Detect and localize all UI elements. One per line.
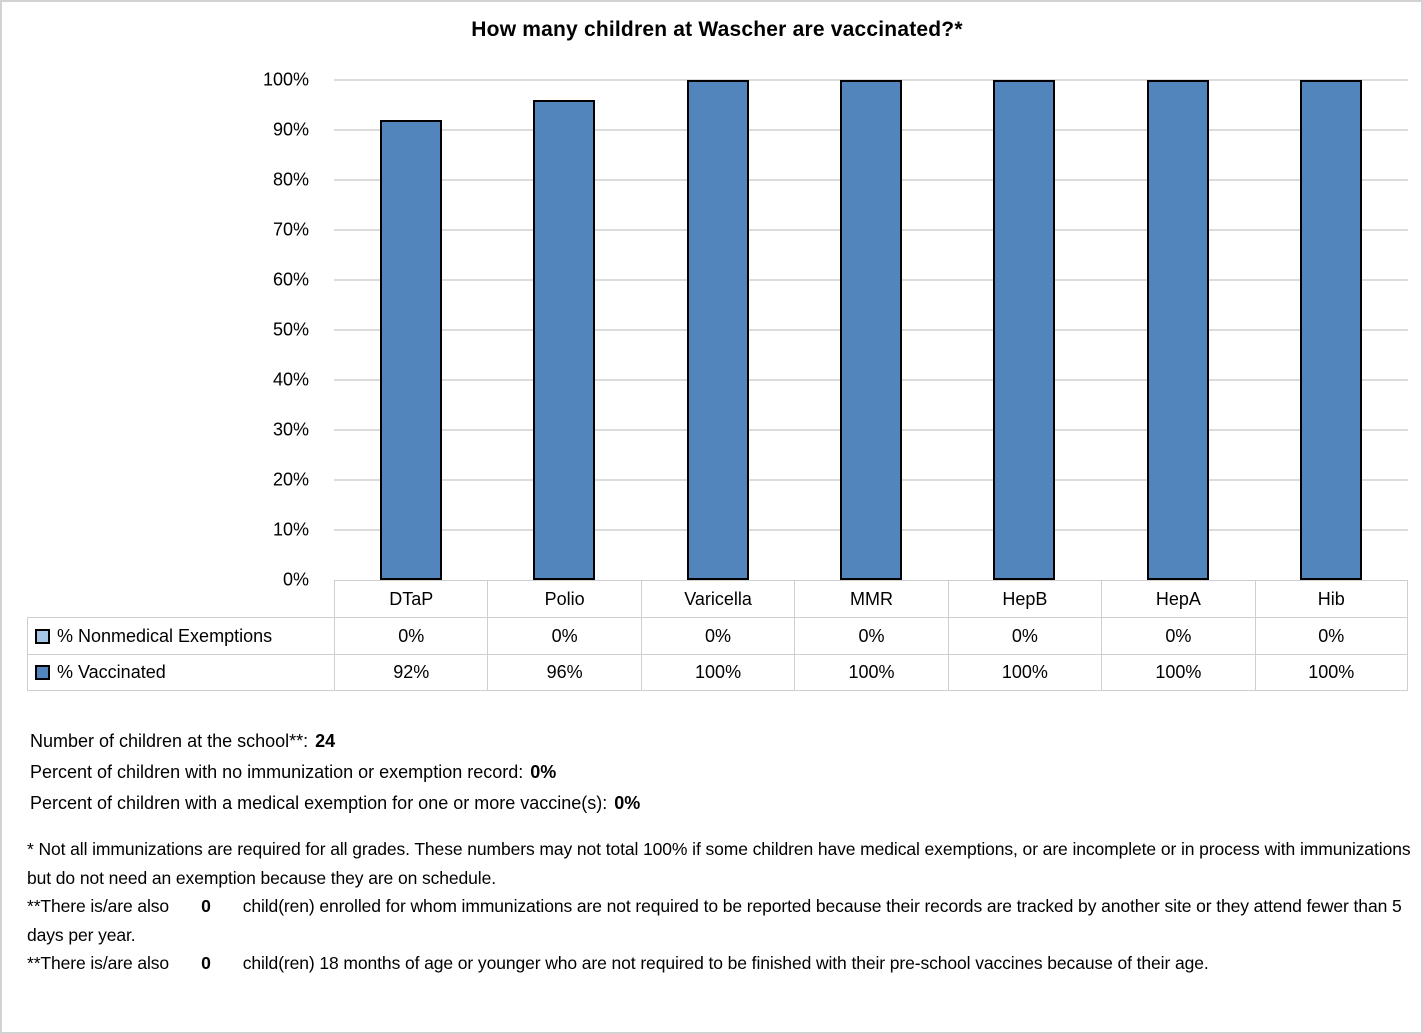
footnote-grades: * Not all immunizations are required for all grades. These numbers may not total 100% if some children have medical exemptions, or are incomplete or in process with immunizations but do not need an exemption because they are on schedule. (27, 839, 1411, 888)
footnote-text: **There is/are also (27, 896, 170, 916)
table-value-cell: 96% (487, 654, 640, 691)
summary-line-medical-exemption (30, 788, 640, 819)
y-tick-label: 0% (282, 569, 309, 590)
y-tick-label: 40% (272, 369, 309, 390)
footnote-text: **There is/are also (27, 953, 170, 973)
y-tick-label: 90% (272, 119, 309, 140)
table-value-cell: 0% (1255, 617, 1408, 654)
footnotes-block (27, 835, 1417, 978)
column-header-hepb: HepB (948, 580, 1101, 617)
table-value-cell: 100% (641, 654, 794, 691)
legend-cell-vaccinated (27, 654, 334, 691)
column-header-hepa: HepA (1101, 580, 1254, 617)
footnote-count: 0 (201, 896, 211, 916)
table-value-cell: 100% (948, 654, 1101, 691)
table-value-cell: 100% (1101, 654, 1254, 691)
data-table (27, 580, 1408, 691)
column-header-varicella: Varicella (641, 580, 794, 617)
table-value-cell: 100% (1255, 654, 1408, 691)
bar-dtap (380, 120, 442, 580)
y-tick-label: 60% (272, 269, 309, 290)
column-header-mmr: MMR (794, 580, 947, 617)
table-value-cell: 0% (948, 617, 1101, 654)
y-tick-label: 50% (272, 319, 309, 340)
table-value-cell: 0% (334, 617, 487, 654)
summary-line-children-count (30, 726, 640, 757)
summary-value: 0% (530, 762, 557, 782)
summary-label: Number of children at the school**: (30, 731, 309, 751)
bar-hepb (993, 80, 1055, 580)
summary-value: 0% (614, 793, 641, 813)
footnote-text: child(ren) 18 months of age or younger who are not required to be finished with their pre-school vaccines because of their age. (242, 953, 1209, 973)
column-header-dtap: DTaP (334, 580, 487, 617)
legend-cell-nonmedical-exemptions (27, 617, 334, 654)
y-tick-label: 30% (272, 419, 309, 440)
table-value-cell: 0% (794, 617, 947, 654)
legend-swatch-icon (35, 629, 50, 644)
bar-hepa (1147, 80, 1209, 580)
footnote-count: 0 (201, 953, 211, 973)
legend-swatch-icon (35, 665, 50, 680)
table-value-cell: 100% (794, 654, 947, 691)
footnote-under-18-months (27, 949, 1417, 978)
column-header-polio: Polio (487, 580, 640, 617)
table-value-cell: 0% (487, 617, 640, 654)
summary-value: 24 (315, 731, 336, 751)
table-value-cell: 92% (334, 654, 487, 691)
series-label: % Vaccinated (57, 662, 166, 682)
summary-label: Percent of children with a medical exemption for one or more vaccine(s): (30, 793, 608, 813)
chart-title: How many children at Wascher are vaccinated?* (471, 18, 963, 41)
summary-label: Percent of children with no immunization or exemption record: (30, 762, 524, 782)
footnote-text: child(ren) enrolled for whom immunizations are not required to be reported because their records are tracked by another site or they attend fewer than 5 days per year. (27, 896, 1402, 945)
summary-line-no-record (30, 757, 640, 788)
bar-mmr (840, 80, 902, 580)
bar-varicella (687, 80, 749, 580)
summary-block (30, 726, 640, 819)
y-tick-label: 100% (262, 69, 309, 90)
series-label: % Nonmedical Exemptions (57, 625, 273, 646)
table-value-cell: 0% (641, 617, 794, 654)
bar-hib (1300, 80, 1362, 580)
column-header-hib: Hib (1255, 580, 1408, 617)
plot-area (334, 80, 1408, 580)
table-value-cell: 0% (1101, 617, 1254, 654)
footnote-tracked-elsewhere (27, 892, 1417, 949)
y-tick-label: 10% (272, 519, 309, 540)
table-corner-spacer (27, 580, 334, 617)
y-axis (187, 69, 309, 590)
y-tick-label: 80% (272, 169, 309, 190)
y-tick-label: 20% (272, 469, 309, 490)
y-tick-label: 70% (272, 219, 309, 240)
bar-polio (533, 100, 595, 580)
